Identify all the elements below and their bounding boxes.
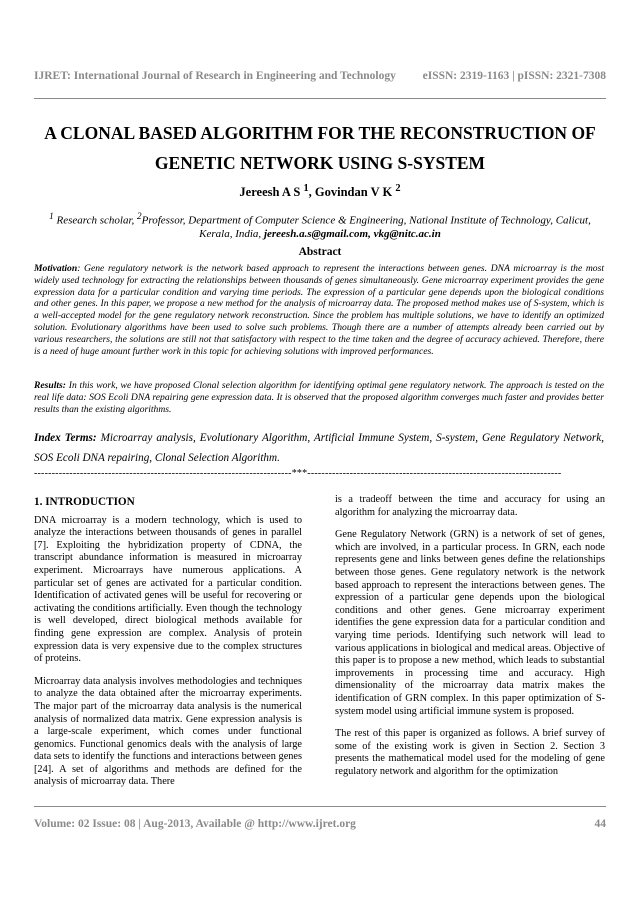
issn-text: eISSN: 2319-1163 | pISSN: 2321-7308 (422, 70, 606, 82)
affil-part-2: Professor, Department of Computer Science & Engineering, National Institute of Technology, Calicut, Kerala, India, (141, 214, 591, 240)
author-1: Jereesh A S (239, 185, 301, 200)
affiliation (40, 210, 600, 241)
abstract-heading: Abstract (298, 246, 342, 258)
right-paragraph-3: The rest of this paper is organized as follows. A brief survey of some of the existing work is given in Section 2. Section 3 presents the mathematical model used for the modeling of gene regulatory network and algorithm for the optimization (335, 728, 605, 777)
author-separator: , (308, 185, 315, 200)
abstract-motivation (34, 263, 604, 357)
footer-rule (34, 806, 606, 807)
footer-text: Volume: 02 Issue: 08 | Aug-2013, Available @ http://www.ijret.org (34, 818, 356, 830)
running-header (34, 70, 606, 82)
right-paragraph-1: is a tradeoff between the time and accuracy for using an algorithm for analyzing the microarray data. (335, 494, 605, 518)
results-text: In this work, we have proposed Clonal selection algorithm for identifying optimal gene regulatory network. The approach is tested on the real life data: SOS Ecoli DNA repairing gene expression data. It is observed that the proposed algorithm converges much faster and provides better results than the existing algorithms. (34, 380, 604, 415)
affil-sup-2: 2 (137, 211, 142, 221)
section-heading-introduction: 1. INTRODUCTION (34, 496, 135, 508)
title-line-2: GENETIC NETWORK USING S-SYSTEM (154, 153, 486, 173)
header-rule (34, 98, 606, 99)
motivation-text: : Gene regulatory network is the network based approach to represent the interactions between genes. DNA microarray is the most widely used technology for extracting the relationships between thousands of genes simultaneously. Gene microarray experiment provides the gene expression data for a particular condition and varying time periods. The expression of a particular gene depends upon the biological conditions and other genes. In this paper, we propose a new method for the analysis of microarray data. The proposed method makes use of S-system, which is a well-accepted model for the gene regulatory network reconstruction. Since the problem has multiple solutions, we have to identify an optimized solution. Evolutionary algorithms have been used to solve such problems. Though there are a number of attempts already been carried out by various researchers, the solutions are still not that satisfactory with respect to the time taken and the degree of accuracy achieved. Therefore, there is a need of huge amount further work in this topic for achieving solutions with improved performances. (34, 263, 604, 357)
right-paragraph-2: Gene Regulatory Network (GRN) is a network of set of genes, which are involved, in a particular process. In GRN, each node represents gene and links between genes define the relationships between those genes. Gene regulatory network is the network based approach to represent the interactions between genes. The expression of a particular gene depends upon the biological conditions and other genes. Gene microarray experiment identifies the gene expression data for a particular condition and varying time periods. Identifying such network will lead to various applications in biological and medical areas. Objective of this paper is to propose a new method, which leads to substantial improvements in processing time and accuracy. High dimensionality of the microarray data matrix makes the identification of GRN complex. In this paper optimization of S-system model using artificial immune system is proposed. (335, 529, 605, 717)
author-2-sup: 2 (395, 183, 401, 194)
index-terms (34, 428, 604, 468)
affil-sup-1: 1 (49, 211, 54, 221)
intro-paragraph-2: Microarray data analysis involves methodologies and techniques to analyze the data obtained after the microarray experiments. The major part of the microarray data analysis is the numerical analysis of normalized data matrix. Gene expression analysis is a large-scale experiment, which comes under functional genomics. Functional genomics deals with the analysis of large data sets to identify the functions and interactions between genes [24]. A set of algorithms and methods are defined for the analysis of microarray data. There (34, 675, 302, 788)
author-list (34, 183, 606, 200)
section-separator: -------------------------------------------------------------------------***------------------------------------------------------------------------ (34, 468, 562, 479)
results-label: Results: (34, 380, 66, 391)
author-2: Govindan V K (314, 185, 393, 200)
index-terms-label: Index Terms: (34, 432, 97, 444)
motivation-label: Motivation (34, 263, 78, 274)
page-number: 44 (594, 818, 606, 830)
right-column (335, 494, 605, 788)
left-column (34, 494, 302, 799)
intro-paragraph-1: DNA microarray is a modern technology, which is used to analyze the interactions between thousands of genes in parallel [7]. Exploiting the hybridization property of CDNA, the transcript abundance information is measured in microarray experiment. Microarrays have numerous applications. A particular set of genes are activated for a particular condition. Identification of activated genes will be useful for recovering or activating the conditions artificially. Even though the technology is well developed, direct biological methods available for finding gene expression are complex. Analysis of protein expression data is very expensive due to the complex structures of proteins. (34, 514, 302, 665)
author-1-sup: 1 (303, 183, 309, 194)
paper-title (34, 118, 606, 178)
abstract-results (34, 380, 604, 415)
journal-name: IJRET: International Journal of Research in Engineering and Technology (34, 70, 396, 82)
affil-part-1: Research scholar, (53, 214, 138, 227)
author-emails: jereesh.a.s@gmail.com, vkg@nitc.ac.in (263, 227, 441, 240)
title-line-1: A CLONAL BASED ALGORITHM FOR THE RECONSTRUCTION OF (44, 123, 596, 143)
index-terms-text: Microarray analysis, Evolutionary Algorithm, Artificial Immune System, S-system, Gene Regulatory Network, SOS Ecoli DNA repairing, Clonal Selection Algorithm. (34, 432, 604, 464)
running-footer (34, 818, 606, 830)
